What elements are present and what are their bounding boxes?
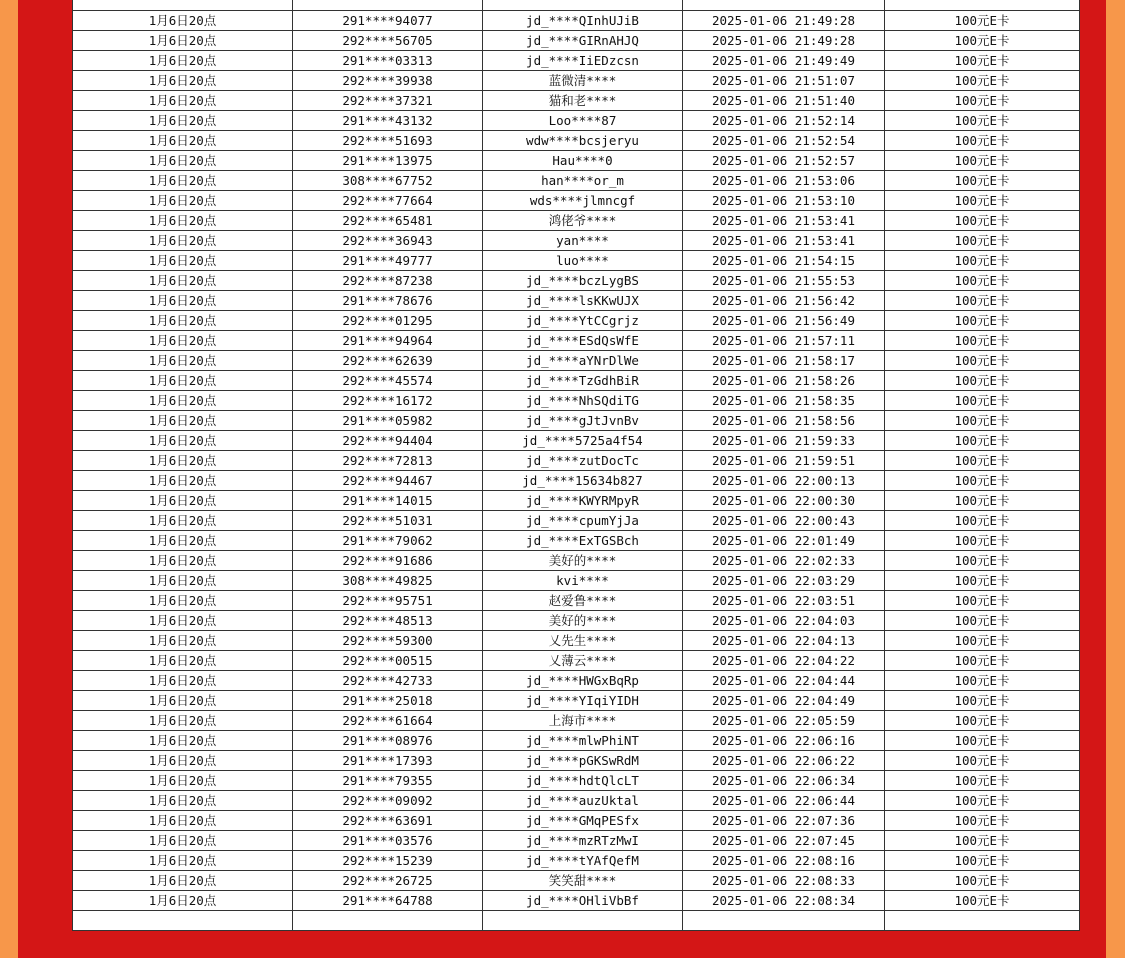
table-row bbox=[73, 751, 1080, 771]
user-cell: 美好的**** bbox=[483, 611, 683, 631]
session-cell: 1月6日20点 bbox=[73, 771, 293, 791]
table-row bbox=[73, 471, 1080, 491]
prize-cell: 100元E卡 bbox=[885, 351, 1080, 371]
prize-cell: 100元E卡 bbox=[885, 291, 1080, 311]
prize-cell: 100元E卡 bbox=[885, 251, 1080, 271]
phone-cell: 292****48513 bbox=[293, 611, 483, 631]
table-row bbox=[73, 271, 1080, 291]
table-row bbox=[73, 871, 1080, 891]
user-cell: 乂先生**** bbox=[483, 631, 683, 651]
phone-cell: 292****65481 bbox=[293, 211, 483, 231]
user-cell: jd_****ExTGSBch bbox=[483, 531, 683, 551]
session-cell: 1月6日20点 bbox=[73, 351, 293, 371]
table-row bbox=[73, 851, 1080, 871]
table-row bbox=[73, 31, 1080, 51]
user-cell: jd_****aYNrDlWe bbox=[483, 351, 683, 371]
phone-cell: 292****36943 bbox=[293, 231, 483, 251]
prize-cell: 100元E卡 bbox=[885, 491, 1080, 511]
prize-cell bbox=[885, 0, 1080, 11]
phone-cell: 292****00515 bbox=[293, 651, 483, 671]
phone-cell: 292****37321 bbox=[293, 91, 483, 111]
time-cell: 2025-01-06 21:58:26 bbox=[683, 371, 885, 391]
prize-cell: 100元E卡 bbox=[885, 531, 1080, 551]
session-cell: 1月6日20点 bbox=[73, 831, 293, 851]
user-cell: jd_****pGKSwRdM bbox=[483, 751, 683, 771]
phone-cell: 292****62639 bbox=[293, 351, 483, 371]
time-cell: 2025-01-06 22:00:30 bbox=[683, 491, 885, 511]
phone-cell: 291****78676 bbox=[293, 291, 483, 311]
time-cell: 2025-01-06 22:08:34 bbox=[683, 891, 885, 911]
prize-cell: 100元E卡 bbox=[885, 851, 1080, 871]
session-cell: 1月6日20点 bbox=[73, 91, 293, 111]
user-cell: jd_****GMqPESfx bbox=[483, 811, 683, 831]
phone-cell: 308****49825 bbox=[293, 571, 483, 591]
table-row bbox=[73, 411, 1080, 431]
prize-cell: 100元E卡 bbox=[885, 671, 1080, 691]
phone-cell: 291****03313 bbox=[293, 51, 483, 71]
phone-cell: 292****45574 bbox=[293, 371, 483, 391]
phone-cell: 292****63691 bbox=[293, 811, 483, 831]
phone-cell: 291****03576 bbox=[293, 831, 483, 851]
user-cell: jd_****mlwPhiNT bbox=[483, 731, 683, 751]
user-cell: jd_****lsKKwUJX bbox=[483, 291, 683, 311]
session-cell: 1月6日20点 bbox=[73, 511, 293, 531]
time-cell: 2025-01-06 22:00:13 bbox=[683, 471, 885, 491]
session-cell: 1月6日20点 bbox=[73, 311, 293, 331]
time-cell: 2025-01-06 22:05:59 bbox=[683, 711, 885, 731]
session-cell: 1月6日20点 bbox=[73, 371, 293, 391]
user-cell: 鸿佬爷**** bbox=[483, 211, 683, 231]
time-cell: 2025-01-06 22:04:49 bbox=[683, 691, 885, 711]
session-cell: 1月6日20点 bbox=[73, 751, 293, 771]
prize-cell: 100元E卡 bbox=[885, 511, 1080, 531]
user-cell: luo**** bbox=[483, 251, 683, 271]
table-row bbox=[73, 591, 1080, 611]
session-cell: 1月6日20点 bbox=[73, 691, 293, 711]
user-cell: wds****jlmncgf bbox=[483, 191, 683, 211]
user-cell: jd_****QInhUJiB bbox=[483, 11, 683, 31]
time-cell: 2025-01-06 21:59:51 bbox=[683, 451, 885, 471]
time-cell: 2025-01-06 21:58:56 bbox=[683, 411, 885, 431]
session-cell: 1月6日20点 bbox=[73, 871, 293, 891]
phone-cell: 291****43132 bbox=[293, 111, 483, 131]
session-cell: 1月6日20点 bbox=[73, 591, 293, 611]
time-cell: 2025-01-06 21:53:10 bbox=[683, 191, 885, 211]
time-cell: 2025-01-06 21:49:28 bbox=[683, 11, 885, 31]
user-cell: jd_****auzUktal bbox=[483, 791, 683, 811]
phone-cell: 292****09092 bbox=[293, 791, 483, 811]
session-cell: 1月6日20点 bbox=[73, 131, 293, 151]
user-cell: jd_****tYAfQefM bbox=[483, 851, 683, 871]
table-row bbox=[73, 691, 1080, 711]
session-cell: 1月6日20点 bbox=[73, 451, 293, 471]
table-row bbox=[73, 111, 1080, 131]
prize-cell: 100元E卡 bbox=[885, 631, 1080, 651]
winners-sheet bbox=[72, 0, 1080, 931]
user-cell: 上海市**** bbox=[483, 711, 683, 731]
time-cell: 2025-01-06 21:52:57 bbox=[683, 151, 885, 171]
time-cell: 2025-01-06 22:04:44 bbox=[683, 671, 885, 691]
session-cell: 1月6日20点 bbox=[73, 191, 293, 211]
session-cell: 1月6日20点 bbox=[73, 151, 293, 171]
table-row bbox=[73, 431, 1080, 451]
session-cell bbox=[73, 911, 293, 931]
session-cell: 1月6日20点 bbox=[73, 411, 293, 431]
time-cell: 2025-01-06 22:04:03 bbox=[683, 611, 885, 631]
user-cell: jd_****ESdQsWfE bbox=[483, 331, 683, 351]
user-cell: jd_****NhSQdiTG bbox=[483, 391, 683, 411]
phone-cell: 292****94404 bbox=[293, 431, 483, 451]
session-cell: 1月6日20点 bbox=[73, 731, 293, 751]
time-cell: 2025-01-06 21:52:14 bbox=[683, 111, 885, 131]
table-row bbox=[73, 611, 1080, 631]
time-cell: 2025-01-06 21:59:33 bbox=[683, 431, 885, 451]
session-cell: 1月6日20点 bbox=[73, 631, 293, 651]
phone-cell: 291****05982 bbox=[293, 411, 483, 431]
phone-cell: 292****56705 bbox=[293, 31, 483, 51]
prize-cell: 100元E卡 bbox=[885, 151, 1080, 171]
user-cell: wdw****bcsjeryu bbox=[483, 131, 683, 151]
prize-cell: 100元E卡 bbox=[885, 111, 1080, 131]
time-cell: 2025-01-06 21:57:11 bbox=[683, 331, 885, 351]
phone-cell: 291****49777 bbox=[293, 251, 483, 271]
prize-cell: 100元E卡 bbox=[885, 271, 1080, 291]
time-cell: 2025-01-06 21:56:49 bbox=[683, 311, 885, 331]
session-cell: 1月6日20点 bbox=[73, 811, 293, 831]
time-cell: 2025-01-06 22:06:34 bbox=[683, 771, 885, 791]
time-cell: 2025-01-06 22:01:49 bbox=[683, 531, 885, 551]
phone-cell: 292****39938 bbox=[293, 71, 483, 91]
phone-cell: 292****51693 bbox=[293, 131, 483, 151]
time-cell: 2025-01-06 21:49:28 bbox=[683, 31, 885, 51]
prize-cell: 100元E卡 bbox=[885, 31, 1080, 51]
table-row bbox=[73, 731, 1080, 751]
phone-cell: 292****94467 bbox=[293, 471, 483, 491]
table-row bbox=[73, 711, 1080, 731]
time-cell: 2025-01-06 22:04:13 bbox=[683, 631, 885, 651]
prize-cell: 100元E卡 bbox=[885, 391, 1080, 411]
time-cell: 2025-01-06 22:03:51 bbox=[683, 591, 885, 611]
user-cell: jd_****cpumYjJa bbox=[483, 511, 683, 531]
session-cell: 1月6日20点 bbox=[73, 891, 293, 911]
table-row bbox=[73, 71, 1080, 91]
user-cell: jd_****mzRTzMwI bbox=[483, 831, 683, 851]
phone-cell bbox=[293, 0, 483, 11]
session-cell: 1月6日20点 bbox=[73, 231, 293, 251]
table-row bbox=[73, 331, 1080, 351]
user-cell: jd_****hdtQlcLT bbox=[483, 771, 683, 791]
time-cell: 2025-01-06 21:53:06 bbox=[683, 171, 885, 191]
session-cell: 1月6日20点 bbox=[73, 11, 293, 31]
time-cell: 2025-01-06 22:00:43 bbox=[683, 511, 885, 531]
table-row bbox=[73, 311, 1080, 331]
time-cell: 2025-01-06 21:53:41 bbox=[683, 231, 885, 251]
table-row bbox=[73, 631, 1080, 651]
prize-cell: 100元E卡 bbox=[885, 431, 1080, 451]
user-cell: jd_****gJtJvnBv bbox=[483, 411, 683, 431]
phone-cell: 292****15239 bbox=[293, 851, 483, 871]
prize-cell: 100元E卡 bbox=[885, 871, 1080, 891]
prize-cell: 100元E卡 bbox=[885, 571, 1080, 591]
session-cell: 1月6日20点 bbox=[73, 251, 293, 271]
phone-cell: 291****64788 bbox=[293, 891, 483, 911]
session-cell bbox=[73, 0, 293, 11]
user-cell: 美好的**** bbox=[483, 551, 683, 571]
phone-cell: 291****14015 bbox=[293, 491, 483, 511]
session-cell: 1月6日20点 bbox=[73, 491, 293, 511]
phone-cell: 292****42733 bbox=[293, 671, 483, 691]
table-row bbox=[73, 531, 1080, 551]
table-row bbox=[73, 191, 1080, 211]
time-cell: 2025-01-06 22:06:22 bbox=[683, 751, 885, 771]
session-cell: 1月6日20点 bbox=[73, 171, 293, 191]
user-cell: jd_****YtCCgrjz bbox=[483, 311, 683, 331]
table-row bbox=[73, 291, 1080, 311]
time-cell: 2025-01-06 22:06:16 bbox=[683, 731, 885, 751]
table-row bbox=[73, 771, 1080, 791]
user-cell: jd_****IiEDzcsn bbox=[483, 51, 683, 71]
time-cell: 2025-01-06 22:02:33 bbox=[683, 551, 885, 571]
prize-cell: 100元E卡 bbox=[885, 411, 1080, 431]
session-cell: 1月6日20点 bbox=[73, 571, 293, 591]
user-cell: jd_****5725a4f54 bbox=[483, 431, 683, 451]
prize-cell: 100元E卡 bbox=[885, 211, 1080, 231]
user-cell: Loo****87 bbox=[483, 111, 683, 131]
user-cell: jd_****KWYRMpyR bbox=[483, 491, 683, 511]
time-cell: 2025-01-06 22:08:16 bbox=[683, 851, 885, 871]
table-row bbox=[73, 551, 1080, 571]
user-cell bbox=[483, 911, 683, 931]
phone-cell: 292****72813 bbox=[293, 451, 483, 471]
time-cell: 2025-01-06 21:58:17 bbox=[683, 351, 885, 371]
session-cell: 1月6日20点 bbox=[73, 211, 293, 231]
table-row-cutoff bbox=[73, 0, 1080, 11]
session-cell: 1月6日20点 bbox=[73, 611, 293, 631]
session-cell: 1月6日20点 bbox=[73, 331, 293, 351]
session-cell: 1月6日20点 bbox=[73, 711, 293, 731]
prize-cell: 100元E卡 bbox=[885, 331, 1080, 351]
user-cell: jd_****GIRnAHJQ bbox=[483, 31, 683, 51]
phone-cell: 291****25018 bbox=[293, 691, 483, 711]
prize-cell: 100元E卡 bbox=[885, 691, 1080, 711]
session-cell: 1月6日20点 bbox=[73, 111, 293, 131]
user-cell: 猫和老**** bbox=[483, 91, 683, 111]
phone-cell: 292****87238 bbox=[293, 271, 483, 291]
prize-cell: 100元E卡 bbox=[885, 71, 1080, 91]
phone-cell: 292****51031 bbox=[293, 511, 483, 531]
phone-cell: 292****01295 bbox=[293, 311, 483, 331]
session-cell: 1月6日20点 bbox=[73, 291, 293, 311]
table-row bbox=[73, 491, 1080, 511]
phone-cell: 292****26725 bbox=[293, 871, 483, 891]
phone-cell: 292****95751 bbox=[293, 591, 483, 611]
user-cell: 乂薄云**** bbox=[483, 651, 683, 671]
table-row bbox=[73, 211, 1080, 231]
user-cell: jd_****15634b827 bbox=[483, 471, 683, 491]
table-row bbox=[73, 811, 1080, 831]
time-cell bbox=[683, 911, 885, 931]
user-cell: jd_****YIqiYIDH bbox=[483, 691, 683, 711]
table-row bbox=[73, 231, 1080, 251]
user-cell bbox=[483, 0, 683, 11]
user-cell: 赵爱鲁**** bbox=[483, 591, 683, 611]
table-row bbox=[73, 671, 1080, 691]
prize-cell: 100元E卡 bbox=[885, 51, 1080, 71]
prize-cell: 100元E卡 bbox=[885, 891, 1080, 911]
phone-cell: 308****67752 bbox=[293, 171, 483, 191]
session-cell: 1月6日20点 bbox=[73, 31, 293, 51]
table-row bbox=[73, 831, 1080, 851]
prize-cell: 100元E卡 bbox=[885, 591, 1080, 611]
time-cell: 2025-01-06 22:06:44 bbox=[683, 791, 885, 811]
user-cell: kvi**** bbox=[483, 571, 683, 591]
time-cell: 2025-01-06 21:52:54 bbox=[683, 131, 885, 151]
time-cell: 2025-01-06 21:53:41 bbox=[683, 211, 885, 231]
prize-cell: 100元E卡 bbox=[885, 231, 1080, 251]
time-cell: 2025-01-06 21:54:15 bbox=[683, 251, 885, 271]
user-cell: jd_****TzGdhBiR bbox=[483, 371, 683, 391]
time-cell: 2025-01-06 22:07:36 bbox=[683, 811, 885, 831]
phone-cell: 291****17393 bbox=[293, 751, 483, 771]
table-row bbox=[73, 351, 1080, 371]
user-cell: 蓝微清**** bbox=[483, 71, 683, 91]
table-row-cutoff bbox=[73, 911, 1080, 931]
phone-cell: 292****91686 bbox=[293, 551, 483, 571]
time-cell: 2025-01-06 21:55:53 bbox=[683, 271, 885, 291]
user-cell: jd_****zutDocTc bbox=[483, 451, 683, 471]
prize-cell: 100元E卡 bbox=[885, 11, 1080, 31]
table-row bbox=[73, 371, 1080, 391]
table-row bbox=[73, 151, 1080, 171]
phone-cell: 291****79355 bbox=[293, 771, 483, 791]
phone-cell: 291****94964 bbox=[293, 331, 483, 351]
session-cell: 1月6日20点 bbox=[73, 71, 293, 91]
prize-cell: 100元E卡 bbox=[885, 651, 1080, 671]
time-cell: 2025-01-06 21:49:49 bbox=[683, 51, 885, 71]
user-cell: jd_****OHliVbBf bbox=[483, 891, 683, 911]
table-row bbox=[73, 131, 1080, 151]
winners-table-body bbox=[73, 0, 1080, 931]
session-cell: 1月6日20点 bbox=[73, 51, 293, 71]
table-row bbox=[73, 791, 1080, 811]
phone-cell: 292****61664 bbox=[293, 711, 483, 731]
session-cell: 1月6日20点 bbox=[73, 531, 293, 551]
time-cell: 2025-01-06 21:51:07 bbox=[683, 71, 885, 91]
time-cell: 2025-01-06 22:07:45 bbox=[683, 831, 885, 851]
user-cell: jd_****bczLygBS bbox=[483, 271, 683, 291]
prize-cell: 100元E卡 bbox=[885, 371, 1080, 391]
prize-cell: 100元E卡 bbox=[885, 91, 1080, 111]
prize-cell: 100元E卡 bbox=[885, 471, 1080, 491]
phone-cell: 292****77664 bbox=[293, 191, 483, 211]
prize-cell: 100元E卡 bbox=[885, 791, 1080, 811]
prize-cell: 100元E卡 bbox=[885, 551, 1080, 571]
table-row bbox=[73, 891, 1080, 911]
table-row bbox=[73, 11, 1080, 31]
prize-cell: 100元E卡 bbox=[885, 751, 1080, 771]
phone-cell: 291****79062 bbox=[293, 531, 483, 551]
phone-cell: 291****13975 bbox=[293, 151, 483, 171]
phone-cell: 292****16172 bbox=[293, 391, 483, 411]
time-cell: 2025-01-06 21:58:35 bbox=[683, 391, 885, 411]
table-row bbox=[73, 451, 1080, 471]
prize-cell: 100元E卡 bbox=[885, 311, 1080, 331]
time-cell: 2025-01-06 22:03:29 bbox=[683, 571, 885, 591]
table-row bbox=[73, 91, 1080, 111]
prize-cell: 100元E卡 bbox=[885, 131, 1080, 151]
table-row bbox=[73, 571, 1080, 591]
prize-cell: 100元E卡 bbox=[885, 191, 1080, 211]
time-cell: 2025-01-06 22:08:33 bbox=[683, 871, 885, 891]
red-frame bbox=[18, 0, 1106, 958]
session-cell: 1月6日20点 bbox=[73, 651, 293, 671]
table-row bbox=[73, 171, 1080, 191]
user-cell: Hau****0 bbox=[483, 151, 683, 171]
session-cell: 1月6日20点 bbox=[73, 551, 293, 571]
session-cell: 1月6日20点 bbox=[73, 671, 293, 691]
prize-cell: 100元E卡 bbox=[885, 771, 1080, 791]
prize-cell: 100元E卡 bbox=[885, 611, 1080, 631]
table-row bbox=[73, 511, 1080, 531]
user-cell: 笑笑甜**** bbox=[483, 871, 683, 891]
session-cell: 1月6日20点 bbox=[73, 271, 293, 291]
table-row bbox=[73, 391, 1080, 411]
time-cell: 2025-01-06 22:04:22 bbox=[683, 651, 885, 671]
user-cell: han****or_m bbox=[483, 171, 683, 191]
table-row bbox=[73, 51, 1080, 71]
session-cell: 1月6日20点 bbox=[73, 791, 293, 811]
prize-cell: 100元E卡 bbox=[885, 171, 1080, 191]
session-cell: 1月6日20点 bbox=[73, 851, 293, 871]
session-cell: 1月6日20点 bbox=[73, 431, 293, 451]
prize-cell: 100元E卡 bbox=[885, 831, 1080, 851]
user-cell: jd_****HWGxBqRp bbox=[483, 671, 683, 691]
table-row bbox=[73, 651, 1080, 671]
time-cell bbox=[683, 0, 885, 11]
time-cell: 2025-01-06 21:51:40 bbox=[683, 91, 885, 111]
time-cell: 2025-01-06 21:56:42 bbox=[683, 291, 885, 311]
prize-cell: 100元E卡 bbox=[885, 451, 1080, 471]
phone-cell: 292****59300 bbox=[293, 631, 483, 651]
phone-cell: 291****94077 bbox=[293, 11, 483, 31]
prize-cell bbox=[885, 911, 1080, 931]
prize-cell: 100元E卡 bbox=[885, 711, 1080, 731]
user-cell: yan**** bbox=[483, 231, 683, 251]
phone-cell: 291****08976 bbox=[293, 731, 483, 751]
prize-cell: 100元E卡 bbox=[885, 731, 1080, 751]
prize-cell: 100元E卡 bbox=[885, 811, 1080, 831]
session-cell: 1月6日20点 bbox=[73, 471, 293, 491]
phone-cell bbox=[293, 911, 483, 931]
winners-table bbox=[72, 0, 1080, 931]
table-row bbox=[73, 251, 1080, 271]
session-cell: 1月6日20点 bbox=[73, 391, 293, 411]
